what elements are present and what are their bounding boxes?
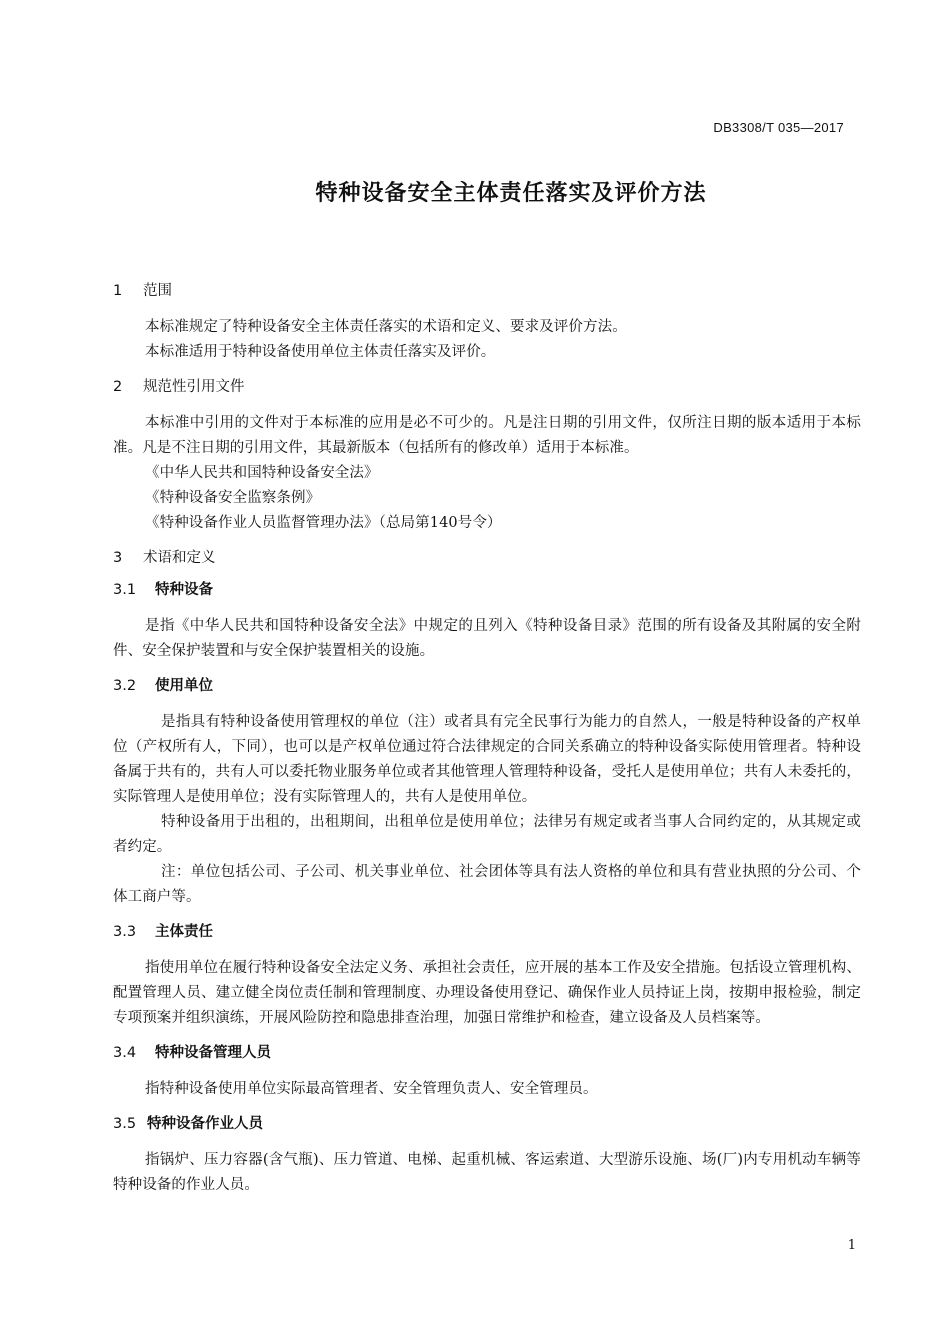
term-number: 3.1 [113, 582, 137, 598]
reference-item: 《中华人民共和国特种设备安全法》 [145, 465, 379, 481]
reference-item: 《特种设备安全监察条例》 [145, 490, 321, 506]
page-number: 1 [847, 1238, 856, 1253]
paragraph: 指使用单位在履行特种设备安全法定义务、承担社会责任，应开展的基本工作及安全措施。包括设立管理机构、配置管理人员、建立健全岗位责任制和管理制度、办理设备使用登记、确保作业人员持证上岗，按期申报检验，制定专项预案并组织演练，开展风险防控和隐患排查治理，加强日常维护和检查，建立设备及人员档案等。 [113, 960, 861, 1026]
reference-item: 《特种设备作业人员监督管理办法》（总局第140号令） [145, 515, 502, 531]
term-title: 特种设备作业人员 [147, 1116, 263, 1132]
term-number: 3.4 [113, 1045, 137, 1061]
section-heading [113, 376, 861, 398]
term-number: 3.2 [113, 678, 137, 694]
section-heading [113, 547, 861, 569]
section-number: 2 [113, 379, 123, 395]
paragraph: 特种设备用于出租的，出租期间，出租单位是使用单位；法律另有规定或者当事人合同约定的，从其规定或者约定。 [113, 814, 861, 855]
term-title: 使用单位 [155, 678, 213, 694]
section-number: 3 [113, 550, 123, 566]
section-title: 规范性引用文件 [143, 379, 245, 395]
paragraph: 本标准规定了特种设备安全主体责任落实的术语和定义、要求及评价方法。 [145, 319, 627, 335]
section-title: 术语和定义 [143, 550, 216, 566]
paragraph: 本标准中引用的文件对于本标准的应用是必不可少的。凡是注日期的引用文件，仅所注日期的版本适用于本标准。凡是不注日期的引用文件，其最新版本（包括所有的修改单）适用于本标准。 [113, 415, 861, 456]
paragraph: 是指具有特种设备使用管理权的单位（注）或者具有完全民事行为能力的自然人，一般是特种设备的产权单位（产权所有人，下同），也可以是产权单位通过符合法律规定的合同关系确立的特种设备实际使用管理者。特种设备属于共有的，共有人可以委托物业服务单位或者其他管理人管理特种设备，受托人是使用单位；共有人未委托的，实际管理人是使用单位；没有实际管理人的，共有人是使用单位。 [113, 714, 861, 805]
term-title: 特种设备 [155, 582, 213, 598]
paragraph: 是指《中华人民共和国特种设备安全法》中规定的且列入《特种设备目录》范围的所有设备及其附属的安全附件、安全保护装置和与安全保护装置相关的设施。 [113, 618, 861, 659]
term-title: 特种设备管理人员 [155, 1045, 271, 1061]
section-number: 1 [113, 283, 123, 299]
term-title: 主体责任 [155, 924, 213, 940]
paragraph: 指特种设备使用单位实际最高管理者、安全管理负责人、安全管理员。 [145, 1081, 598, 1097]
term-heading [113, 579, 861, 601]
term-heading [113, 1113, 861, 1135]
note-paragraph: 注：单位包括公司、子公司、机关事业单位、社会团体等具有法人资格的单位和具有营业执照的分公司、个体工商户等。 [113, 864, 861, 905]
paragraph: 本标准适用于特种设备使用单位主体责任落实及评价。 [145, 344, 496, 360]
term-number: 3.5 [113, 1116, 137, 1132]
section-title: 范围 [143, 283, 172, 299]
document-title: 特种设备安全主体责任落实及评价方法 [315, 181, 707, 206]
standard-code: DB3308/T 035—2017 [713, 120, 844, 135]
term-heading [113, 1042, 861, 1064]
document-body [113, 280, 861, 1198]
term-heading [113, 921, 861, 943]
section-heading [113, 280, 861, 302]
term-heading [113, 675, 861, 697]
paragraph: 指锅炉、压力容器(含气瓶)、压力管道、电梯、起重机械、客运索道、大型游乐设施、场(厂)内专用机动车辆等特种设备的作业人员。 [113, 1152, 861, 1193]
term-number: 3.3 [113, 924, 137, 940]
